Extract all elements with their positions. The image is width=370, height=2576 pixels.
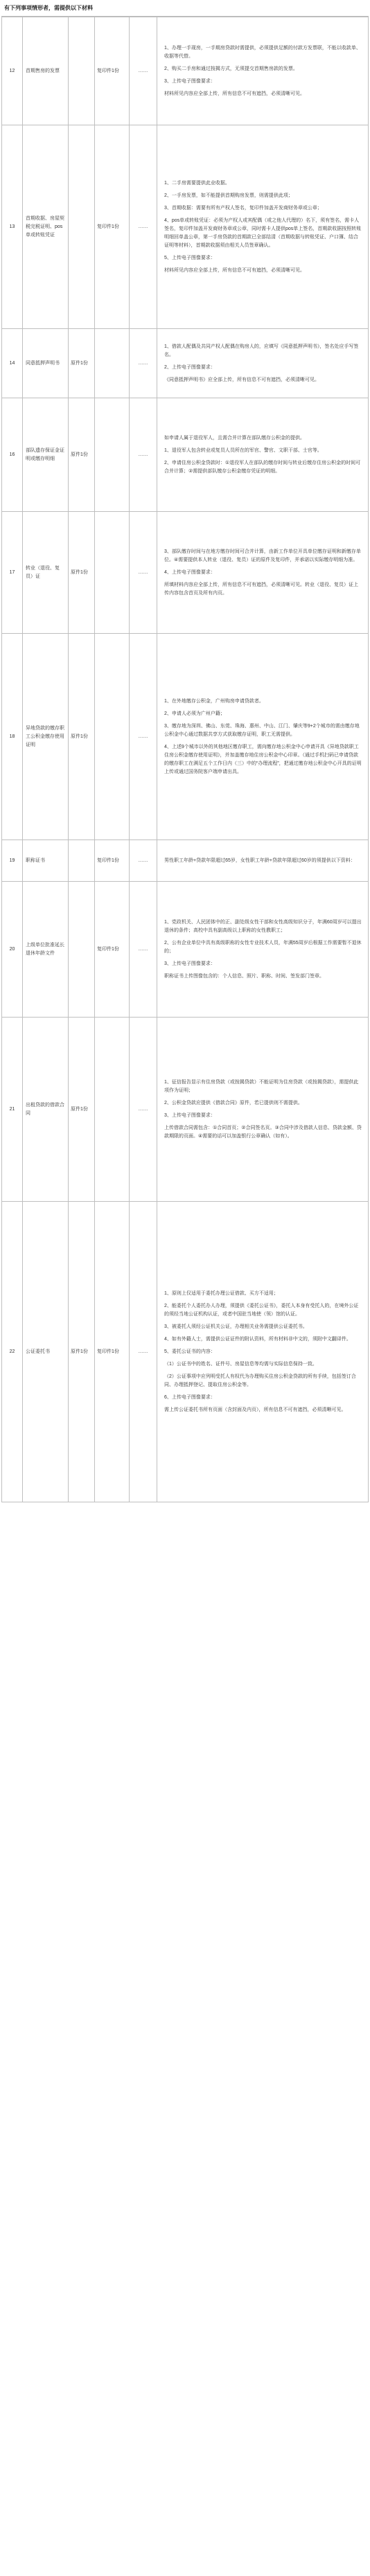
requirements-cell <box>157 329 369 398</box>
original-count: 原件1份 <box>69 1202 95 1502</box>
requirement-text: 1、原则上仅适用于委托办理公证借款、买方不适用； <box>164 1290 279 1296</box>
requirement-text: 1、办理一手现房，一手期房贷款时需提供，必须提供足额的付款方发票联，不能以收款单、收据等代替。 <box>164 45 361 59</box>
example-cell: …… <box>130 398 157 512</box>
requirement-text: 3、上传电子图像要求： <box>164 78 215 84</box>
table-row <box>2 329 369 398</box>
table-row <box>2 1202 369 1502</box>
requirements-cell <box>157 1018 369 1202</box>
material-name: 首期售房的发票 <box>23 17 69 125</box>
requirement-text: 3、被委托人须经公证机关公证，办理相关业务需提供公证委托书。 <box>164 1324 308 1329</box>
copy-count <box>95 634 130 840</box>
copy-count <box>95 398 130 512</box>
example-cell: …… <box>130 125 157 329</box>
material-name: 同意抵押声明书 <box>23 329 69 398</box>
requirement-text: 如申请人属于退役军人，且需合并计算在部队缴存公积金的提供。 <box>164 435 305 441</box>
row-number: 13 <box>2 125 23 329</box>
requirement-text: 6、上传电子图像要求： <box>164 1394 215 1400</box>
example-cell: …… <box>130 634 157 840</box>
original-count: 原件1份 <box>69 634 95 840</box>
requirement-text: 材料所见内容应全部上传，所有信息不可有遮挡，必须清晰可见。 <box>164 91 305 96</box>
requirements-cell <box>157 1202 369 1502</box>
material-name: 公证委托书 <box>23 1202 69 1502</box>
section-heading: 有下列事项情形者，需提供以下材料 <box>1 0 369 17</box>
material-name: 职称证书 <box>23 840 69 882</box>
requirement-text: 需上传公证委托书所有页面（含封面及内页），所有信息不可有遮挡，必须清晰可见。 <box>164 1407 346 1412</box>
material-name: 转业（退役、复员）证 <box>23 512 69 634</box>
requirement-text: 1、二手房需要提供此业收据。 <box>164 180 230 186</box>
requirement-text: 2、申请住房公积金贷款时：①退役军人在部队的缴存时间与转业后缴存住房公积金的时间可合并计算；②需提供部队缴存公积金缴存凭证的明细。 <box>164 460 361 474</box>
original-count: 原件1份 <box>69 398 95 512</box>
copy-count <box>95 329 130 398</box>
table-row <box>2 398 369 512</box>
row-number: 12 <box>2 17 23 125</box>
copy-count: 复印件1份 <box>95 840 130 882</box>
requirement-text: 《同意抵押声明书》应全部上传，所有信息不可有遮挡，必须清晰可见。 <box>164 377 319 382</box>
requirements-cell <box>157 125 369 329</box>
requirements-cell <box>157 17 369 125</box>
example-cell: …… <box>130 840 157 882</box>
example-cell: …… <box>130 1202 157 1502</box>
requirement-text: 4、上述9个城市以外的其他地区缴存职工，需向缴存地公积金中心申请开具《异地贷款职工住房公积金缴存使用证明》，并加盖缴存地住房公积金中心印章。（通过手机扫码已申请贷款的缴存职工在满足五个工作日内（三）中的“办理流程”，把通过缴存地公积金中心开具的证明上传或通过国务院客户端申请出具。 <box>164 744 362 774</box>
row-number: 20 <box>2 882 23 1018</box>
row-number: 17 <box>2 512 23 634</box>
requirement-text: 2、上传电子图像要求： <box>164 364 215 370</box>
original-count: 原件1份 <box>69 1018 95 1202</box>
table-row <box>2 1018 369 1202</box>
copy-count <box>95 512 130 634</box>
original-count: 原件1份 <box>69 329 95 398</box>
requirement-text: 1、党政机关、人民团体中的正、副处级女性干部和女性高级知识分子，年满60周岁可以提出退休的条件；高校中具有副高级以上职称的女性教职工； <box>164 919 362 933</box>
table-row <box>2 634 369 840</box>
requirement-text: 3、上传电子图像要求： <box>164 961 215 966</box>
material-name: 出租贷款的借款合同 <box>23 1018 69 1202</box>
requirement-text: （2）公证事项中应列明受托人有权代为办理购买住房公积金贷款的所有手续，包括签订合同、办理抵押登记、提取住房公积金等。 <box>164 1374 356 1387</box>
requirement-text: 3、首期收据：需要有所有产权人签名，复印件加盖开发商财务章或公章； <box>164 205 322 211</box>
material-name: 部队遗存保证金证明或缴存明细 <box>23 398 69 512</box>
requirement-text: 5、上传电子图像要求： <box>164 255 215 260</box>
requirement-text: 3、部队缴存时间与在地方缴存时间可合并计算，由新工作单位开具单位缴存证明和新缴存单位。④需要提供本人转业（退役、复员）证的原件及复印件，并承诺以实际缴存明细为准。 <box>164 549 361 562</box>
original-count <box>69 840 95 882</box>
requirement-text: 1、征信报告显示有住房贷款（或按揭贷款）不能证明为住房贷款（或按揭贷款），需提供此项作为证明； <box>164 1079 359 1093</box>
requirement-text: 2、公积金贷款应提供《借款合同》原件，若已提供则不需提供。 <box>164 1100 303 1105</box>
requirement-text: 4、如有外籍人士，需提供公证证件的附认资料，所有材料非中文的，须附中文翻译件。 <box>164 1336 351 1342</box>
requirements-cell <box>157 512 369 634</box>
requirement-text: 4、上传电子图像要求： <box>164 569 215 575</box>
material-name: 首期收据、房屋契税完税证明、pos单或转账凭证 <box>23 125 69 329</box>
material-name: 上级单位批准延长退休年龄文件 <box>23 882 69 1018</box>
example-cell: …… <box>130 17 157 125</box>
requirement-text: 上传借款合同需包含：①合同首页；②合同签名页。③合同中涉及借款人信息、贷款金额、贷款期限的页面。④需要的话可以加盖银行公章确认（如有）。 <box>164 1125 362 1139</box>
requirement-text: 4、pos单或转账凭证：必须为产权人或其配偶（或之他人代理的）名下，须有签名，需卡人签名，复印件加盖开发商财务章或公章，同时需卡人提供pos单上签名，首期款收据按照转账明细回单盖公章，第一手房贷款的首期款已全部结清（首期收据与转账凭证、户口簿、结合证明等材料），首期款收据须由相关人员签章确认。 <box>164 217 362 248</box>
table-row <box>2 17 369 125</box>
requirement-text: 1、借款人配偶及共同产权人配偶在购房人的，应填写《同意抵押声明书》，签名处应手写签名。 <box>164 344 359 357</box>
original-count <box>69 17 95 125</box>
requirement-text: 2、购买二手房和通过按揭方式，无须提交首期售房款的发票。 <box>164 66 298 71</box>
material-name: 异地贷款的缴存职工公积金缴存使用证明 <box>23 634 69 840</box>
row-number: 19 <box>2 840 23 882</box>
requirement-text: 1、在外地缴存公积金，广州购房申请贷款者。 <box>164 698 264 704</box>
requirements-cell <box>157 398 369 512</box>
materials-table <box>1 17 369 1502</box>
row-number: 18 <box>2 634 23 840</box>
example-cell: …… <box>130 882 157 1018</box>
table-row <box>2 512 369 634</box>
copy-count: 复印件1份 <box>95 17 130 125</box>
copy-count: 复印件1份 <box>95 882 130 1018</box>
requirement-text: 材料所见内容应全部上传，所有信息不可有遮挡，必须清晰可见。 <box>164 267 305 273</box>
requirement-text: （1）公证书中的姓名、证件号、房屋信息等均需与实际信息保持一致。 <box>164 1361 317 1367</box>
copy-count: 复印件1份 <box>95 125 130 329</box>
table-row <box>2 882 369 1018</box>
example-cell: …… <box>130 1018 157 1202</box>
requirements-cell <box>157 840 369 882</box>
requirement-text: 2、能委托个人委托办人办理，须提供《委托公证书》，委托人本身有受托人的，在境外公证的须经当地公证机构认证，或者中国驻当地使（领）馆的认证。 <box>164 1303 359 1317</box>
requirement-text: 所填材料内容应全部上传，所有信息不可有遮挡，必须清晰可见。转业（退役、复员）证上传内容包含首页及所有内页。 <box>164 582 358 596</box>
requirement-text: 男性职工年龄+贷款年限超过65岁，女性职工年龄+贷款年限超过60岁的须提供以下资料： <box>164 858 355 863</box>
requirement-text: 2、一手房发票，如不能提供首期购房发票，则需提供此项； <box>164 193 293 198</box>
requirement-text: 职称证书上传图像包含的：个人信息、照片、职称、时间、签发部门签章。 <box>164 973 324 979</box>
copy-count <box>95 1018 130 1202</box>
requirements-cell <box>157 882 369 1018</box>
requirement-text: 3、缴存地为深圳、佛山、东莞、珠海、惠州、中山、江门、肇庆等9+2个城市的需由缴存地公积金中心通过数据共享方式获取缴存证明，职工无需提供。 <box>164 723 360 737</box>
row-number: 21 <box>2 1018 23 1202</box>
requirement-text: 1、退役军人包含转业或复员人员所在的军官、警官、文职干部、士官等。 <box>164 447 322 453</box>
example-cell: …… <box>130 329 157 398</box>
requirement-text: 2、申请人必须为广州户籍； <box>164 711 225 716</box>
row-number: 22 <box>2 1202 23 1502</box>
original-count: 原件1份 <box>69 512 95 634</box>
row-number: 14 <box>2 329 23 398</box>
row-number: 16 <box>2 398 23 512</box>
copy-count: 复印件1份 <box>95 1202 130 1502</box>
original-count <box>69 882 95 1018</box>
materials-table-body <box>2 17 369 1502</box>
table-row <box>2 840 369 882</box>
requirement-text: 5、委托公证书的内容： <box>164 1349 215 1354</box>
requirement-text: 2、公有企业单位中具有高级职称的女性专业技术人员，年满55周岁后根据工作需要暂不退休的； <box>164 940 362 954</box>
requirement-text: 3、上传电子图像要求： <box>164 1112 215 1118</box>
original-count <box>69 125 95 329</box>
table-row <box>2 125 369 329</box>
requirements-cell <box>157 634 369 840</box>
example-cell: …… <box>130 512 157 634</box>
